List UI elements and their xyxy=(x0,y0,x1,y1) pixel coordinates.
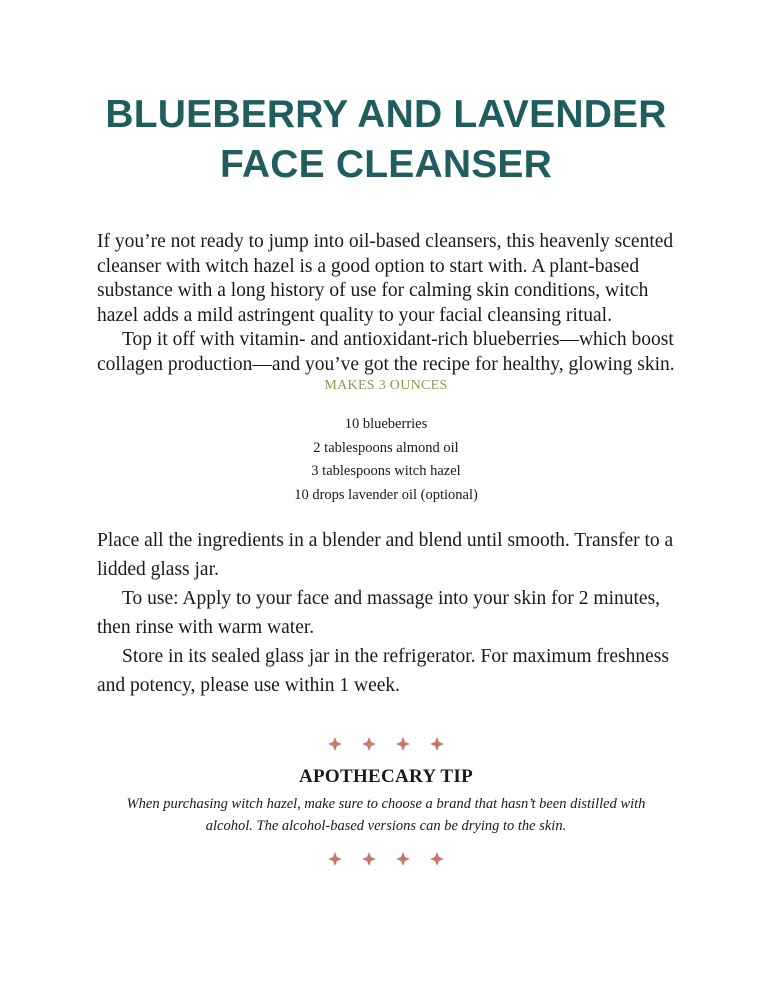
diamond-flower-icon xyxy=(362,852,376,866)
ornament-divider-top xyxy=(0,737,772,751)
diamond-flower-icon xyxy=(362,737,376,751)
diamond-flower-icon xyxy=(430,852,444,866)
tip-heading: APOTHECARY TIP xyxy=(298,766,474,787)
diamond-flower-icon xyxy=(430,737,444,751)
tip-body: When purchasing witch hazel, make sure to choose a brand that hasn’t been distilled with alcohol. The alcohol-based versions can be drying to the skin. xyxy=(126,796,646,834)
recipe-yield: MAKES 3 OUNCES xyxy=(324,378,448,393)
recipe-title-line-2: FACE CLEANSER xyxy=(220,143,552,186)
recipe-title-line-1: BLUEBERRY AND LAVENDER xyxy=(105,93,667,136)
ingredient-list xyxy=(0,413,772,507)
ingredient-item: 10 drops lavender oil (optional) xyxy=(294,486,478,503)
ingredient-item: 10 blueberries xyxy=(344,416,428,432)
diamond-flower-icon xyxy=(328,737,342,751)
recipe-title xyxy=(0,90,772,190)
directions-paragraph-3: Store in its sealed glass jar in the refrigerator. For maximum freshness and potency, please use within 1 week. xyxy=(97,646,669,696)
ornament-divider-bottom xyxy=(0,852,772,866)
directions-section xyxy=(97,526,677,700)
intro-paragraph-2: Top it off with vitamin- and antioxidant-rich blueberries—which boost collagen production—and you’ve got the recipe for healthy, glowing skin. xyxy=(97,329,675,375)
ingredient-item: 2 tablespoons almond oil xyxy=(313,439,459,456)
diamond-flower-icon xyxy=(396,737,410,751)
ingredient-item: 3 tablespoons witch hazel xyxy=(311,463,461,479)
intro-section xyxy=(97,230,677,377)
directions-paragraph-2: To use: Apply to your face and massage into your skin for 2 minutes, then rinse with warm water. xyxy=(97,588,661,638)
intro-paragraph-1: If you’re not ready to jump into oil-based cleansers, this heavenly scented cleanser with witch hazel is a good option to start with. A plant-based substance with a long history of use for calming skin conditions, witch hazel adds a mild astringent quality to your facial cleansing ritual. xyxy=(97,231,674,326)
diamond-flower-icon xyxy=(396,852,410,866)
diamond-flower-icon xyxy=(328,852,342,866)
directions-paragraph-1: Place all the ingredients in a blender and blend until smooth. Transfer to a lidded glass jar. xyxy=(97,530,674,580)
